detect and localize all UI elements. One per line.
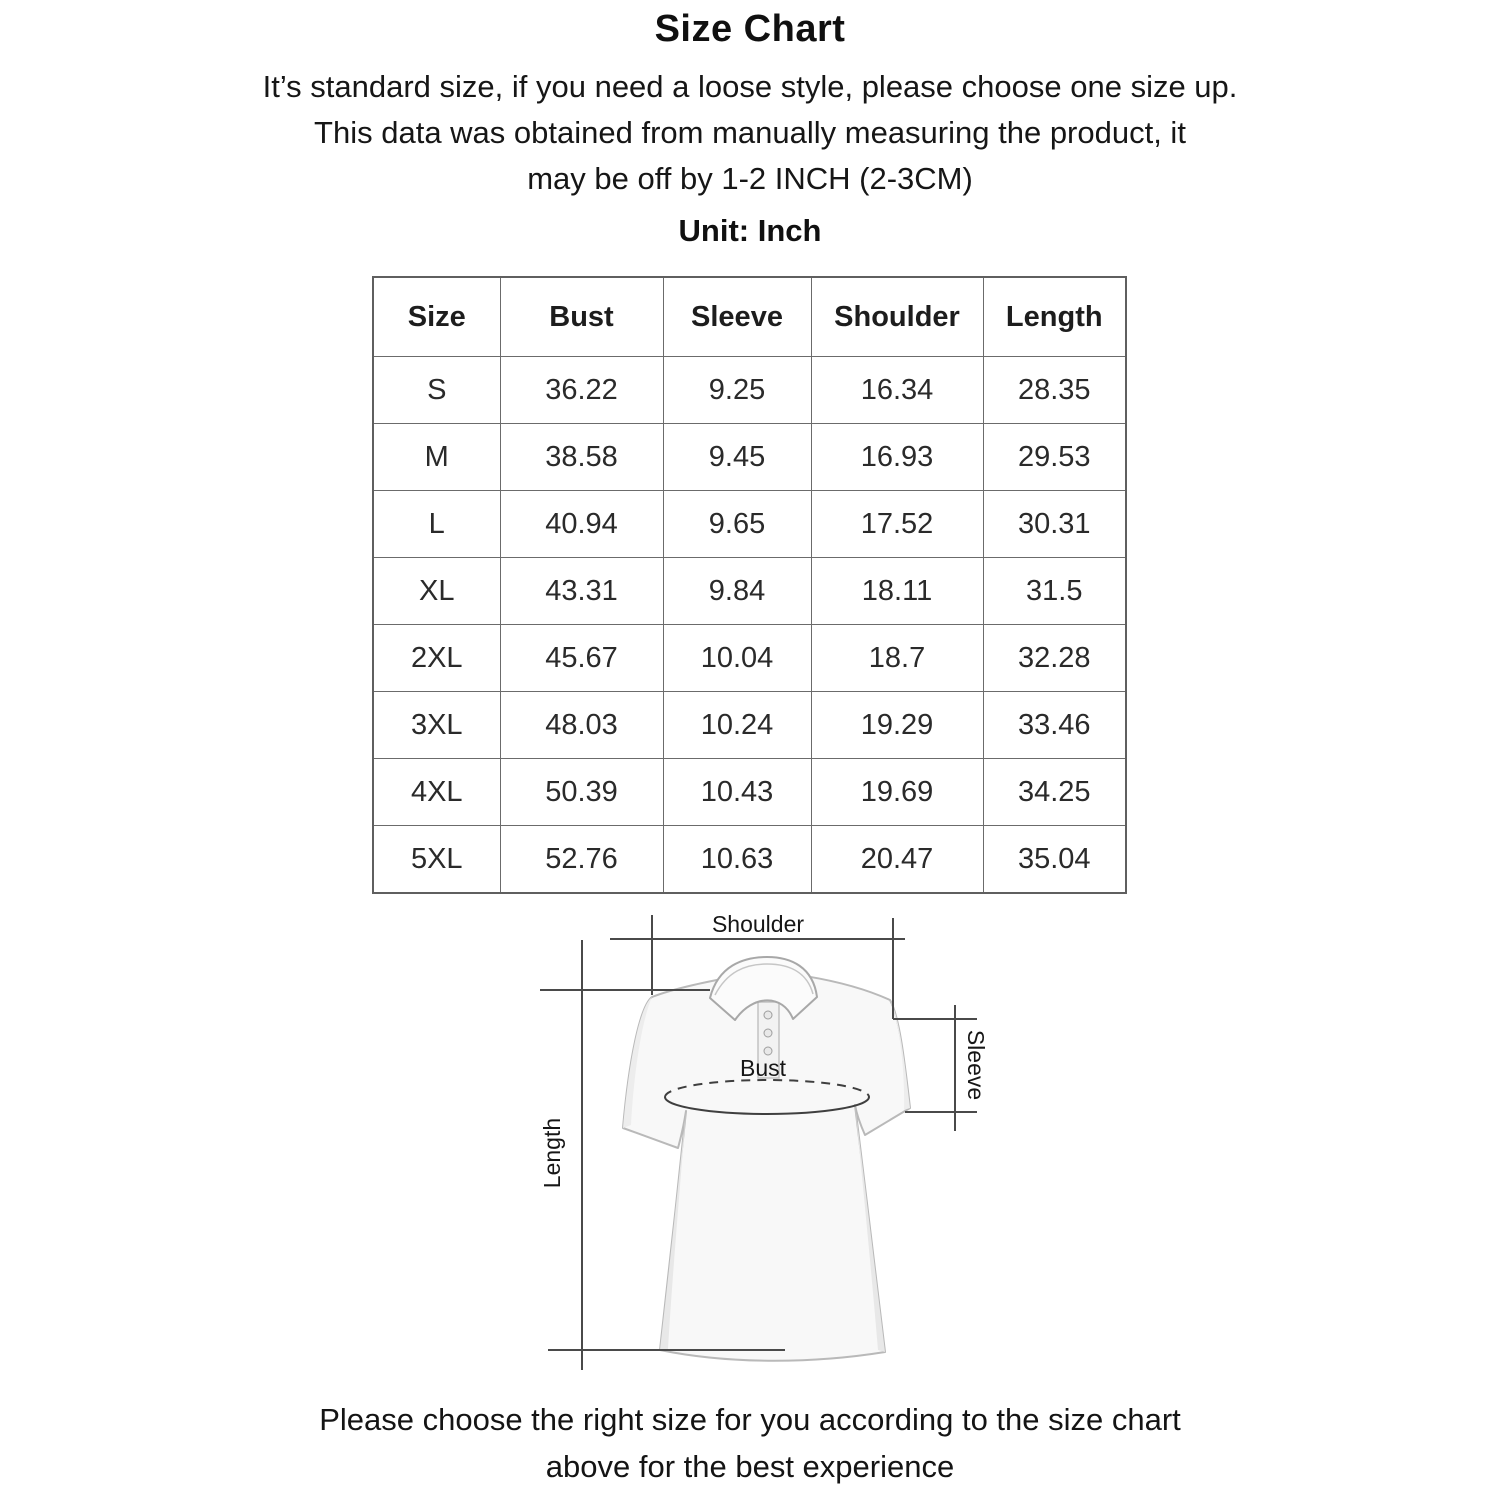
table-row-s (373, 357, 1126, 424)
length-cell: 28.35 (983, 357, 1126, 424)
measurement-diagram (505, 888, 1030, 1408)
sleeve-cell: 9.25 (663, 357, 811, 424)
length-cell: 31.5 (983, 558, 1126, 625)
bust-cell: 48.03 (500, 692, 663, 759)
sleeve-cell: 10.24 (663, 692, 811, 759)
bust-cell: 38.58 (500, 424, 663, 491)
bust-cell: 52.76 (500, 826, 663, 894)
bust-cell: 45.67 (500, 625, 663, 692)
sleeve-label: Sleeve (963, 1029, 989, 1101)
shirt-button-2 (764, 1029, 772, 1037)
shoulder-cell: 16.34 (811, 357, 983, 424)
sleeve-cell: 9.45 (663, 424, 811, 491)
shoulder-cell: 18.11 (811, 558, 983, 625)
shoulder-cell: 17.52 (811, 491, 983, 558)
unit-heading: Unit: Inch (678, 213, 822, 248)
shoulder-label: Shoulder (711, 911, 805, 937)
sleeve-cell: 9.84 (663, 558, 811, 625)
col-header-size: Size (373, 277, 500, 357)
table-row-xl (373, 558, 1126, 625)
bust-cell: 40.94 (500, 491, 663, 558)
length-cell: 32.28 (983, 625, 1126, 692)
table-row-l (373, 491, 1126, 558)
shoulder-cell: 20.47 (811, 826, 983, 894)
bust-cell: 50.39 (500, 759, 663, 826)
footer-line-1: Please choose the right size for you according to the size chart (319, 1402, 1181, 1437)
length-cell: 30.31 (983, 491, 1126, 558)
shirt-button-3 (764, 1047, 772, 1055)
sleeve-cell: 10.63 (663, 826, 811, 894)
size-cell: XL (373, 558, 500, 625)
polo-shirt-illustration (623, 957, 910, 1361)
sleeve-cell: 9.65 (663, 491, 811, 558)
intro-text (0, 64, 1500, 202)
size-cell: 3XL (373, 692, 500, 759)
size-cell: 2XL (373, 625, 500, 692)
table-row-2xl (373, 625, 1126, 692)
sleeve-cell: 10.43 (663, 759, 811, 826)
size-cell: 4XL (373, 759, 500, 826)
length-cell: 33.46 (983, 692, 1126, 759)
col-header-length: Length (983, 277, 1126, 357)
table-row-3xl (373, 692, 1126, 759)
intro-line-3: may be off by 1-2 INCH (2-3CM) (527, 161, 973, 196)
length-cell: 29.53 (983, 424, 1126, 491)
col-header-sleeve: Sleeve (663, 277, 811, 357)
size-cell: 5XL (373, 826, 500, 894)
size-cell: M (373, 424, 500, 491)
footer-note (0, 1396, 1500, 1490)
intro-line-2: This data was obtained from manually measuring the product, it (314, 115, 1186, 150)
size-table (372, 276, 1127, 894)
bust-cell: 36.22 (500, 357, 663, 424)
header-row (373, 277, 1126, 357)
size-cell: L (373, 491, 500, 558)
shirt-button-1 (764, 1011, 772, 1019)
bust-cell: 43.31 (500, 558, 663, 625)
shoulder-cell: 19.69 (811, 759, 983, 826)
length-cell: 34.25 (983, 759, 1126, 826)
length-label: Length (539, 1117, 565, 1189)
size-table-body (373, 357, 1126, 894)
intro-line-1: It’s standard size, if you need a loose style, please choose one size up. (262, 69, 1238, 104)
col-header-bust: Bust (500, 277, 663, 357)
table-row-4xl (373, 759, 1126, 826)
footer-line-2: above for the best experience (545, 1449, 955, 1484)
sleeve-cell: 10.04 (663, 625, 811, 692)
table-row-5xl (373, 826, 1126, 894)
table-row-m (373, 424, 1126, 491)
page-title: Size Chart (654, 8, 846, 50)
size-cell: S (373, 357, 500, 424)
shoulder-cell: 19.29 (811, 692, 983, 759)
length-cell: 35.04 (983, 826, 1126, 894)
shoulder-cell: 18.7 (811, 625, 983, 692)
shoulder-cell: 16.93 (811, 424, 983, 491)
col-header-shoulder: Shoulder (811, 277, 983, 357)
bust-label: Bust (739, 1055, 787, 1081)
size-table-header (373, 277, 1126, 357)
